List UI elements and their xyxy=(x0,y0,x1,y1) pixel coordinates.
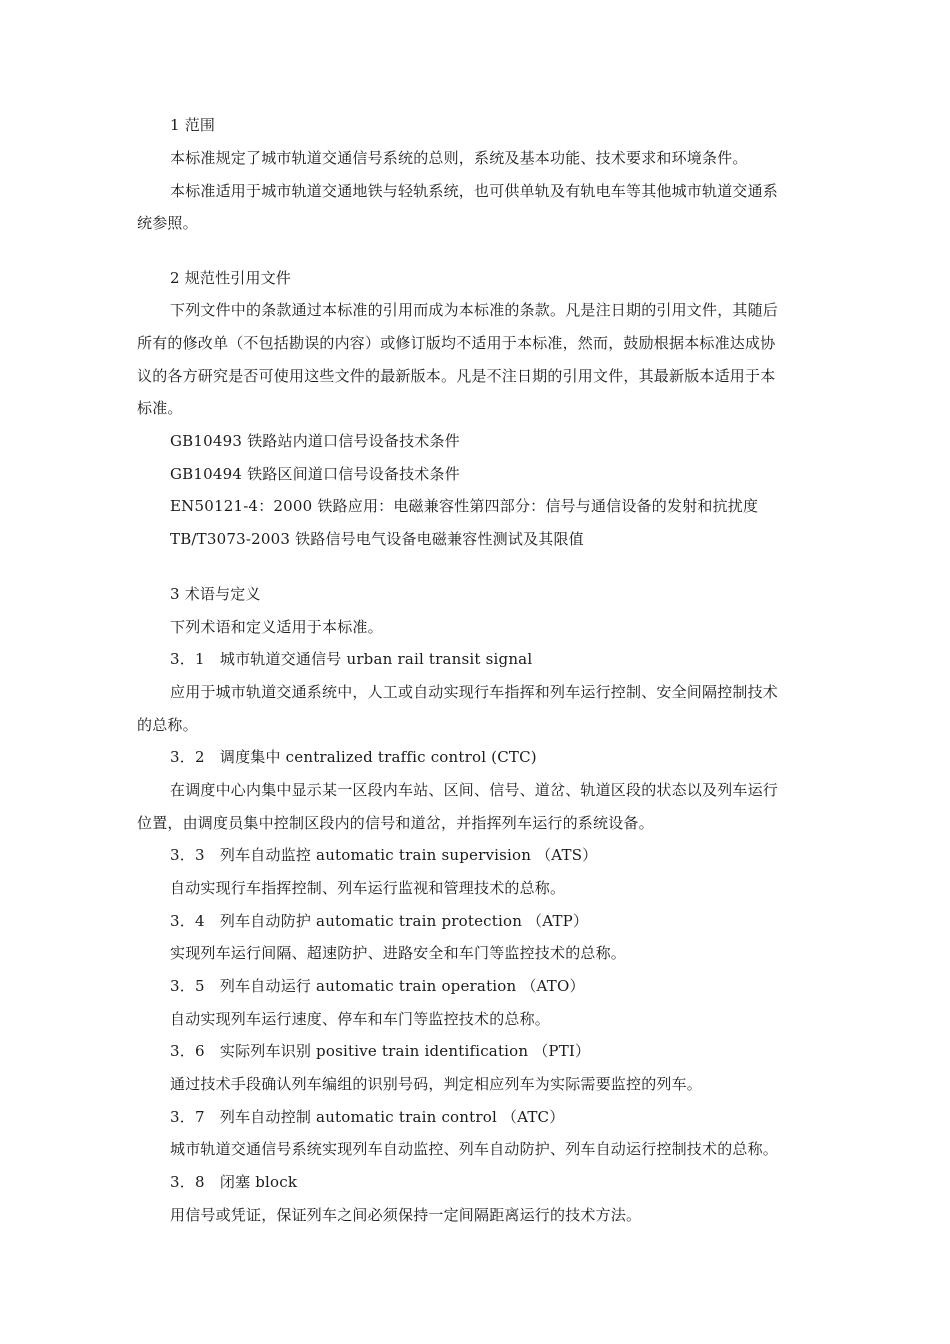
term-3-6-title: 3．6 实际列车识别 positive train identification （PTI） xyxy=(170,1042,591,1060)
section-1-paragraph-2-line-2: 统参照。 xyxy=(137,214,198,232)
term-3-6-definition: 通过技术手段确认列车编组的识别号码，判定相应列车为实际需要监控的列车。 xyxy=(170,1075,703,1093)
term-3-4-title: 3．4 列车自动防护 automatic train protection （ATP） xyxy=(170,912,589,930)
term-3-1-title: 3．1 城市轨道交通信号 urban rail transit signal xyxy=(170,650,533,668)
term-3-7-definition: 城市轨道交通信号系统实现列车自动监控、列车自动防护、列车自动运行控制技术的总称。 xyxy=(170,1140,779,1158)
section-2-paragraph-line-2: 所有的修改单（不包括勘误的内容）或修订版均不适用于本标准，然而，鼓励根据本标准达成协 xyxy=(137,334,776,352)
section-2-paragraph-line-4: 标准。 xyxy=(137,399,183,417)
section-3-intro: 下列术语和定义适用于本标准。 xyxy=(170,618,383,636)
term-3-2-definition-line-1: 在调度中心内集中显示某一区段内车站、区间、信号、道岔、轨道区段的状态以及列车运行 xyxy=(170,781,779,799)
reference-item: TB/T3073-2003 铁路信号电气设备电磁兼容性测试及其限值 xyxy=(170,530,584,548)
reference-item: GB10493 铁路站内道口信号设备技术条件 xyxy=(170,432,460,450)
section-2-paragraph-line-3: 议的各方研究是否可使用这些文件的最新版本。凡是不注日期的引用文件，其最新版本适用于本 xyxy=(137,367,776,385)
section-1-paragraph-2-line-1: 本标准适用于城市轨道交通地铁与轻轨系统，也可供单轨及有轨电车等其他城市轨道交通系 xyxy=(170,182,779,200)
section-1-paragraph-1: 本标准规定了城市轨道交通信号系统的总则，系统及基本功能、技术要求和环境条件。 xyxy=(170,149,748,167)
term-3-2-definition-line-2: 位置，由调度员集中控制区段内的信号和道岔，并指挥列车运行的系统设备。 xyxy=(137,814,654,832)
term-3-8-definition: 用信号或凭证，保证列车之间必须保持一定间隔距离运行的技术方法。 xyxy=(170,1206,642,1224)
section-3-heading: 3 术语与定义 xyxy=(170,585,261,603)
term-3-1-definition-line-2: 的总称。 xyxy=(137,716,198,734)
term-3-7-title: 3．7 列车自动控制 automatic train control （ATC） xyxy=(170,1108,565,1126)
term-3-3-title: 3．3 列车自动监控 automatic train supervision （ATS） xyxy=(170,846,598,864)
term-3-8-title: 3．8 闭塞 block xyxy=(170,1173,298,1191)
section-2-paragraph-line-1: 下列文件中的条款通过本标准的引用而成为本标准的条款。凡是注日期的引用文件，其随后 xyxy=(170,301,779,319)
term-3-1-definition-line-1: 应用于城市轨道交通系统中，人工或自动实现行车指挥和列车运行控制、安全间隔控制技术 xyxy=(170,683,779,701)
section-2-heading: 2 规范性引用文件 xyxy=(170,269,292,287)
term-3-3-definition: 自动实现行车指挥控制、列车运行监视和管理技术的总称。 xyxy=(170,879,566,897)
term-3-5-title: 3．5 列车自动运行 automatic train operation （ATO） xyxy=(170,977,585,995)
term-3-5-definition: 自动实现列车运行速度、停车和车门等监控技术的总称。 xyxy=(170,1010,551,1028)
reference-item: EN50121-4：2000 铁路应用：电磁兼容性第四部分：信号与通信设备的发射和抗扰度 xyxy=(170,497,759,515)
term-3-2-title: 3．2 调度集中 centralized traffic control (CTC) xyxy=(170,748,537,766)
reference-item: GB10494 铁路区间道口信号设备技术条件 xyxy=(170,465,460,483)
section-1-heading: 1 范围 xyxy=(170,116,216,134)
term-3-4-definition: 实现列车运行间隔、超速防护、进路安全和车门等监控技术的总称。 xyxy=(170,944,627,962)
